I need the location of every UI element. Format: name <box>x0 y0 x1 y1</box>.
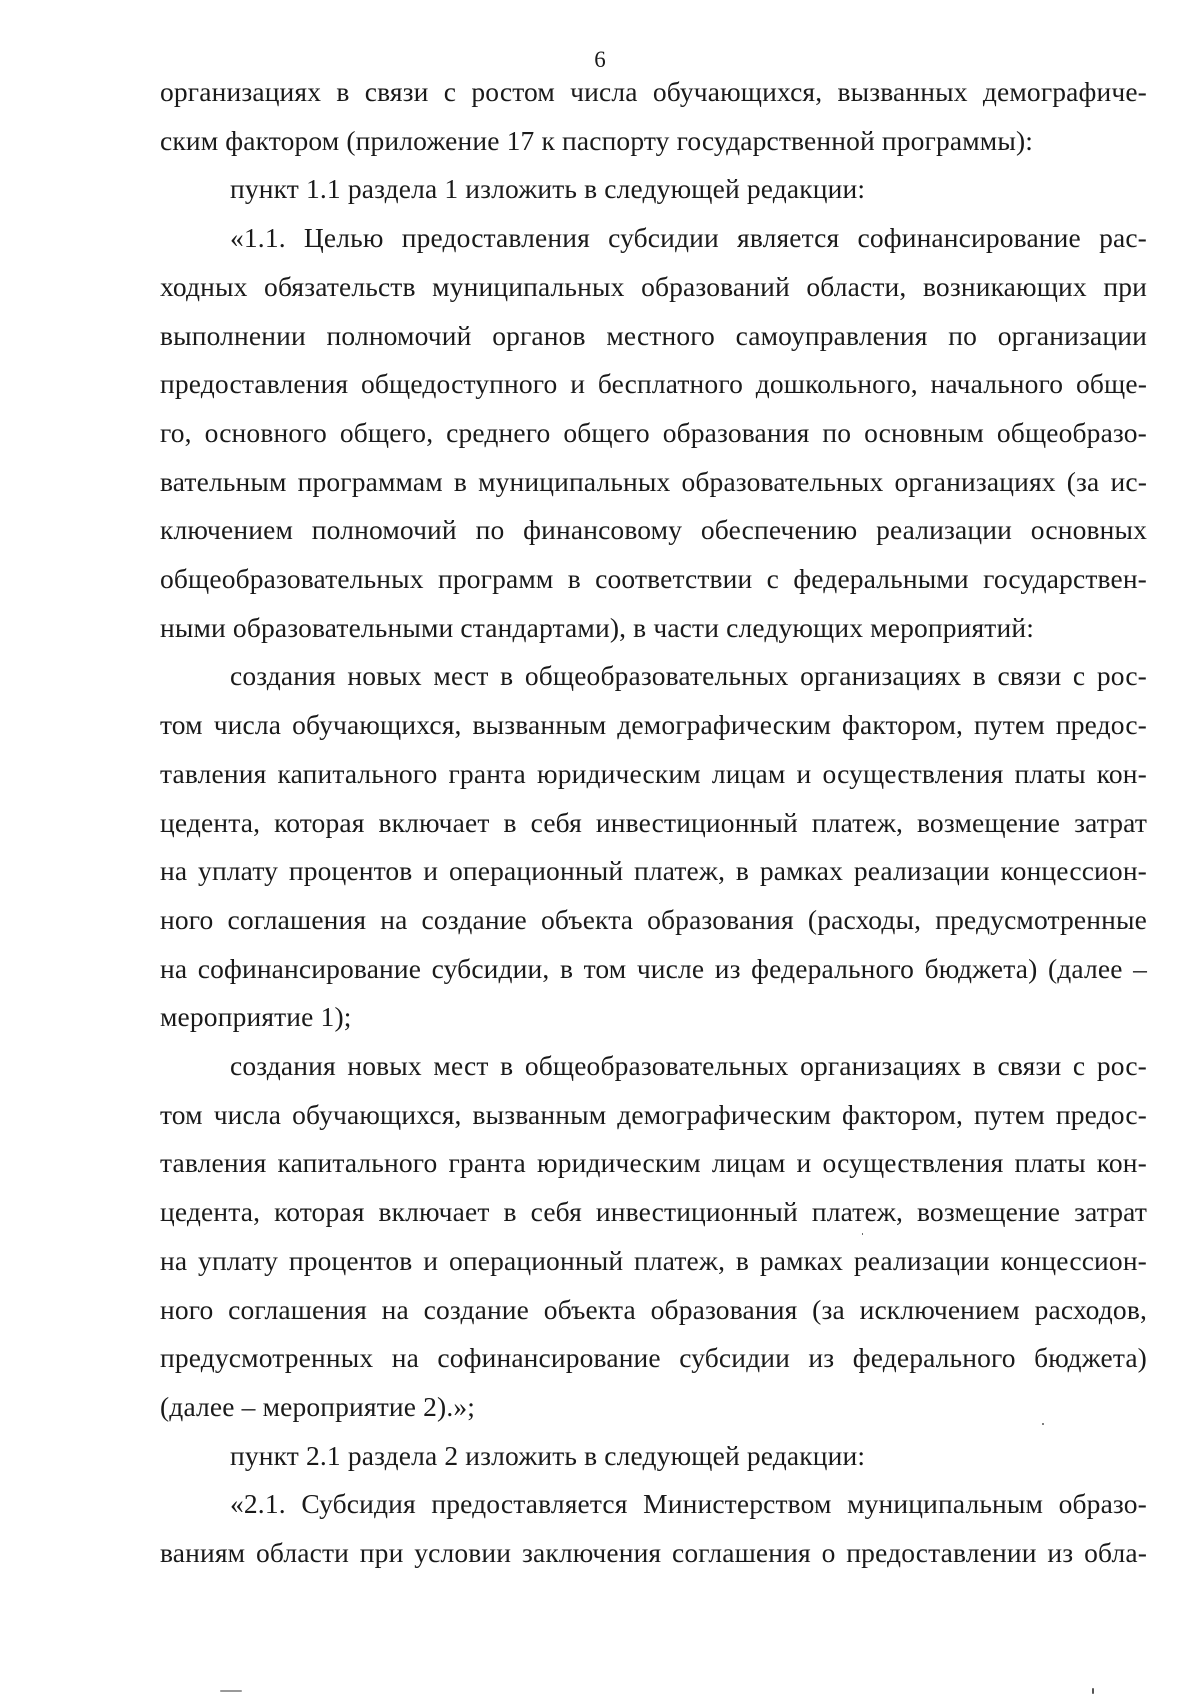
text-line: предоставления общедоступного и бесплатного дошкольного, начального обще- <box>160 368 1147 400</box>
text-line: цедента, которая включает в себя инвестиционный платеж, возмещение затрат <box>160 806 1147 838</box>
text-line: тавления капитального гранта юридическим лицам и осуществления платы кон- <box>160 1147 1147 1179</box>
text-line: ключением полномочий по финансовому обеспечению реализации основных <box>160 514 1147 546</box>
text-line: выполнении полномочий органов местного самоуправления по организации <box>160 319 1147 351</box>
text-line: вательным программам в муниципальных образовательных организациях (за ис- <box>160 465 1147 497</box>
text-line: на уплату процентов и операционный платеж, в рамках реализации концессион- <box>160 855 1147 887</box>
text-line: ским фактором (приложение 17 к паспорту государственной программы): <box>160 124 1034 156</box>
text-line: го, основного общего, среднего общего образования по основным общеобразо- <box>160 416 1147 448</box>
text-line: предусмотренных на софинансирование субсидии из федерального бюджета) <box>160 1342 1147 1374</box>
text-line: общеобразовательных программ в соответствии с федеральными государствен- <box>160 563 1147 595</box>
text-line: том числа обучающихся, вызванным демографическим фактором, путем предос- <box>160 709 1147 741</box>
text-line: на софинансирование субсидии, в том числе из федерального бюджета) (далее – <box>160 952 1147 984</box>
scan-artifact <box>862 1233 863 1235</box>
text-line: ного соглашения на создание объекта образования (расходы, предусмотренные <box>160 903 1147 935</box>
text-line: создания новых мест в общеобразовательных организациях в связи с рос- <box>230 660 1147 692</box>
scan-artifact <box>1092 1688 1094 1694</box>
text-line: цедента, которая включает в себя инвестиционный платеж, возмещение затрат <box>160 1196 1147 1228</box>
text-line: пункт 2.1 раздела 2 изложить в следующей редакции: <box>230 1439 866 1471</box>
text-line: создания новых мест в общеобразовательных организациях в связи с рос- <box>230 1050 1147 1082</box>
text-line: пункт 1.1 раздела 1 изложить в следующей редакции: <box>230 173 866 205</box>
text-line: «1.1. Целью предоставления субсидии является софинансирование рас- <box>230 222 1147 254</box>
scan-artifact <box>220 1690 242 1692</box>
scan-artifact <box>1042 1423 1044 1425</box>
text-line: том числа обучающихся, вызванным демографическим фактором, путем предос- <box>160 1098 1147 1130</box>
text-line: «2.1. Субсидия предоставляется Министерством муниципальным образо- <box>230 1488 1147 1520</box>
text-line: (далее – мероприятие 2).»; <box>160 1390 476 1422</box>
text-line: организациях в связи с ростом числа обучающихся, вызванных демографиче- <box>160 76 1147 107</box>
text-line: ходных обязательств муниципальных образований области, возникающих при <box>160 270 1147 302</box>
text-line: мероприятие 1); <box>160 1001 352 1033</box>
page-number: 6 <box>594 47 606 72</box>
text-line: ного соглашения на создание объекта образования (за исключением расходов, <box>160 1293 1147 1325</box>
text-line: на уплату процентов и операционный платеж, в рамках реализации концессион- <box>160 1244 1147 1276</box>
text-line: тавления капитального гранта юридическим лицам и осуществления платы кон- <box>160 757 1147 789</box>
document-body-text <box>160 68 1147 1578</box>
text-line: ными образовательными стандартами), в части следующих мероприятий: <box>160 611 1035 643</box>
text-line: ваниям области при условии заключения соглашения о предоставлении из обла- <box>160 1537 1147 1569</box>
